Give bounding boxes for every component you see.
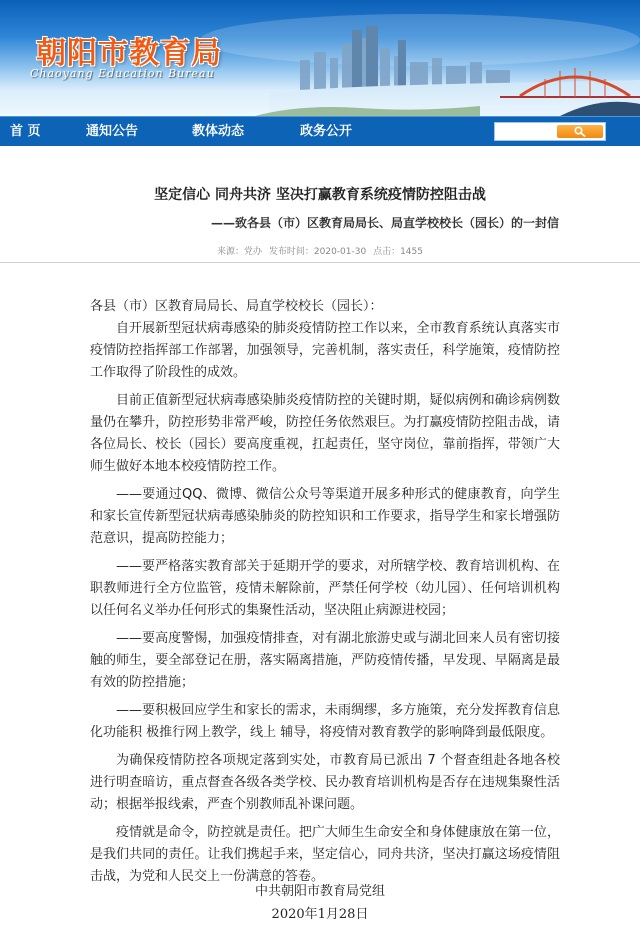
nav-home[interactable]: 首 页 xyxy=(10,124,41,139)
paragraph: 为确保疫情防控各项规定落到实处，市教育局已派出 7 个督查组赴各地各校进行明查暗访，重点督查各级各类学校、民办教育培训机构是否存在违规集聚性活动；根据举报线索，严查个别教师乱补课问题。 xyxy=(90,753,560,812)
paragraph: 疫情就是命令，防控就是责任。把广大师生生命安全和身体健康放在第一位，是我们共同的责任。让我们携起手来，坚定信心，同舟共济，坚决打赢这场疫情阻击战，为党和人民交上一份满意的答卷。 xyxy=(90,825,560,884)
nav-government-affairs[interactable]: 政务公开 xyxy=(300,124,353,139)
article-meta xyxy=(0,244,640,257)
site-logo-title: 朝阳市教育局 xyxy=(36,36,222,71)
search-button[interactable] xyxy=(557,125,603,138)
article-clicks: 点击：1455 xyxy=(373,247,423,257)
paragraph: 自开展新型冠状病毒感染的肺炎疫情防控工作以来，全市教育系统认真落实市疫情防控指挥部工作部署，加强领导，完善机制，落实责任，科学施策，疫情防控工作取得了阶段性的成效。 xyxy=(90,321,560,380)
nav-notices[interactable]: 通知公告 xyxy=(86,124,139,139)
article-date: 发布时间：2020-01-30 xyxy=(268,247,367,257)
article-source: 来源：党办 xyxy=(217,247,263,257)
signature-organization: 中共朝阳市教育局党组 xyxy=(254,884,385,899)
signature-date: 2020年1月28日 xyxy=(271,907,369,922)
article-body xyxy=(90,296,560,888)
paragraph: ——要高度警惕，加强疫情排查，对有湖北旅游史或与湖北回来人员有密切接触的师生，要全部登记在册，落实隔离措施，严防疫情传播，早发现、早隔离是最有效的防控措施； xyxy=(90,631,560,690)
article-subtitle: ——致各县（市）区教育局局长、局直学校校长（园长）的一封信 xyxy=(210,216,559,230)
paragraph: ——要通过QQ、微博、微信公众号等渠道开展多种形式的健康教育，向学生和家长宣传新型冠状病毒感染肺炎的防控知识和工作要求，指导学生和家长增强防范意识，提高防控能力； xyxy=(90,487,560,546)
paragraph: 目前正值新型冠状病毒感染肺炎疫情防控的关键时期，疑似病例和确诊病例数量仍在攀升，防控形势非常严峻，防控任务依然艰巨。为打赢疫情防控阻击战，请各位局长、校长（园长）要高度重视，扛起责任，坚守岗位，靠前指挥，带领广大师生做好本地本校疫情防控工作。 xyxy=(90,393,560,474)
salutation: 各县（市）区教育局局长、局直学校校长（园长）： xyxy=(90,299,383,314)
search-icon xyxy=(574,126,586,137)
divider xyxy=(0,262,640,263)
main-nav xyxy=(0,116,640,146)
nav-education-news[interactable]: 教体动态 xyxy=(192,124,245,139)
paragraph: ——要积极回应学生和家长的需求，未雨绸缪，多方施策，充分发挥教育信息化功能积 极推行网上教学，线上 辅导，将疫情对教育教学的影响降到最低限度。 xyxy=(90,703,560,740)
paragraph: ——要严格落实教育部关于延期开学的要求，对所辖学校、教育培训机构、在职教师进行全方位监管，疫情未解除前，严禁任何学校（幼儿园）、任何培训机构以任何名义举办任何形式的集聚性活动，坚决阻止病源进校园； xyxy=(90,559,560,618)
header-banner xyxy=(0,0,640,116)
article-title: 坚定信心 同舟共济 坚决打赢教育系统疫情防控阻击战 xyxy=(154,187,486,203)
search-input[interactable] xyxy=(494,122,606,141)
site-logo-subtitle: Chaoyang Education Bureau xyxy=(30,67,215,80)
